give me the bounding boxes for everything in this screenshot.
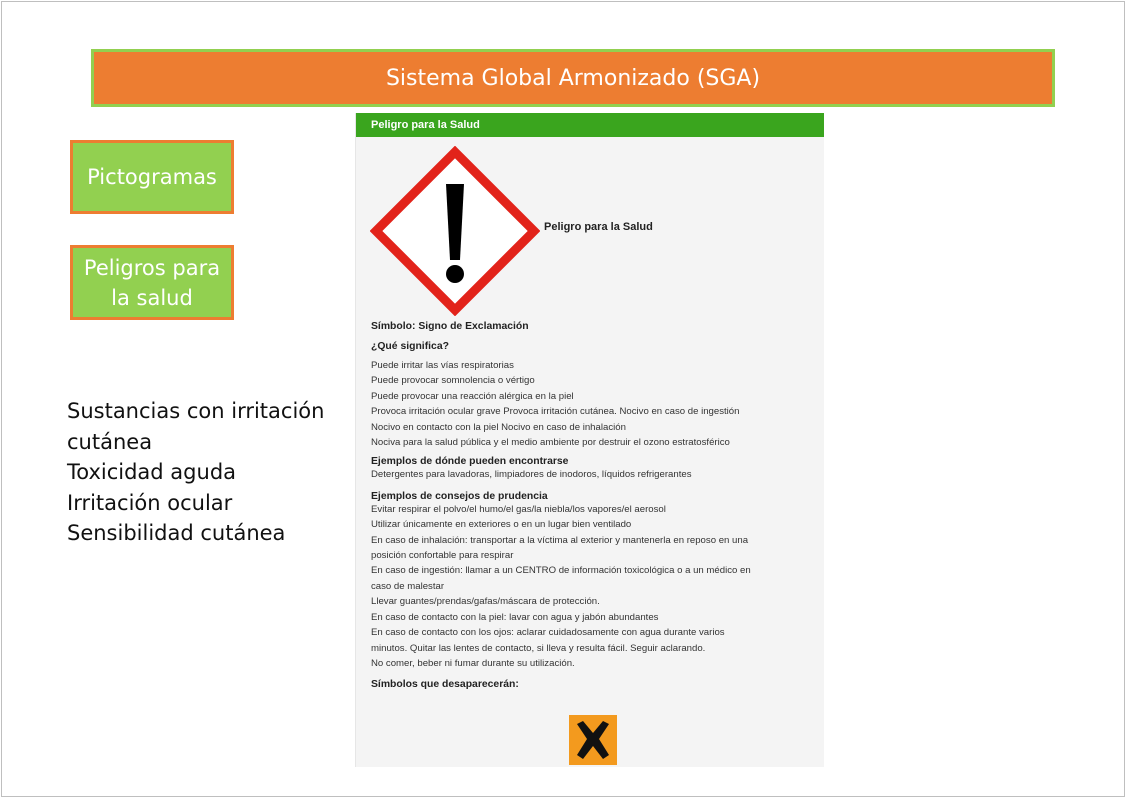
hazards-list-item: Toxicidad aguda: [67, 460, 237, 484]
disappearing-heading: Símbolos que desaparecerán:: [371, 679, 519, 691]
slide-title: [91, 49, 1055, 107]
meaning-line: Provoca irritación ocular grave Provoca irritación cutánea. Nocivo en caso de ingestión: [371, 406, 740, 418]
examples-line: Detergentes para lavadoras, limpiadores de inodoros, líquidos refrigerantes: [371, 469, 692, 481]
exclamation-diamond-icon: [370, 146, 540, 316]
advice-line: En caso de inhalación: transportar a la víctima al exterior y mantenerla en reposo en una: [371, 534, 749, 546]
peligros-label-line1: Peligros para: [83, 255, 221, 280]
meaning-line: Puede provocar somnolencia o vértigo: [371, 375, 535, 387]
pictogramas-button[interactable]: [70, 140, 234, 214]
hazards-list-item: Sustancias con irritación: [67, 399, 325, 423]
examples-heading: Ejemplos de dónde pueden encontrarse: [371, 456, 569, 468]
advice-line: Llevar guantes/prendas/gafas/máscara de protección.: [371, 596, 600, 608]
card-header: Peligro para la Salud: [356, 113, 824, 137]
advice-line: En caso de contacto con los ojos: aclarar cuidadosamente con agua durante varios: [371, 627, 725, 639]
meaning-line: Nociva para la salud pública y el medio ambiente por destruir el ozono estratosférico: [371, 437, 730, 449]
advice-line: minutos. Quitar las lentes de contacto, si lleva y resulta fácil. Seguir aclarando.: [371, 642, 706, 654]
symbol-heading: Símbolo: Signo de Exclamación: [371, 321, 529, 332]
advice-line: posición confortable para respirar: [371, 550, 514, 562]
meaning-list: [371, 358, 816, 450]
meaning-heading: ¿Qué significa?: [371, 341, 449, 352]
meaning-line: Puede provocar una reacción alérgica en la piel: [371, 390, 574, 402]
pictogram-label: Peligro para la Salud: [544, 221, 653, 233]
advice-line: Evitar respirar el polvo/el humo/el gas/la niebla/los vapores/el aerosol: [371, 503, 666, 515]
pictogramas-label: Pictogramas: [87, 165, 217, 189]
peligros-salud-button[interactable]: [70, 245, 234, 320]
meaning-line: Puede irritar las vías respiratorias: [371, 360, 514, 371]
advice-line: En caso de contacto con la piel: lavar con agua y jabón abundantes: [371, 611, 659, 623]
hazards-list-item: Sensibilidad cutánea: [67, 521, 286, 545]
advice-line: caso de malestar: [371, 580, 445, 592]
advice-line: En caso de ingestión: llamar a un CENTRO de información toxicológica o a un médico en: [371, 565, 751, 577]
slide-title-text: Sistema Global Armonizado (SGA): [385, 65, 761, 91]
hazards-list-item: cutánea: [67, 429, 153, 454]
advice-list: [371, 502, 816, 671]
examples-list: [371, 467, 816, 482]
hazard-info-card: [355, 113, 824, 767]
meaning-line: Nocivo en contacto con la piel Nocivo en caso de inhalación: [371, 421, 626, 433]
hazards-list: [67, 396, 337, 549]
advice-heading: Ejemplos de consejos de prudencia: [371, 490, 548, 502]
hazards-list-item: Irritación ocular: [67, 490, 233, 515]
x-cross-orange-icon: [569, 715, 617, 765]
card-body: [371, 321, 816, 690]
advice-line: Utilizar únicamente en exteriores o en un lugar bien ventilado: [371, 519, 632, 531]
advice-line: No comer, beber ni fumar durante su utilización.: [371, 657, 575, 669]
peligros-label-line2: la salud: [111, 285, 193, 310]
